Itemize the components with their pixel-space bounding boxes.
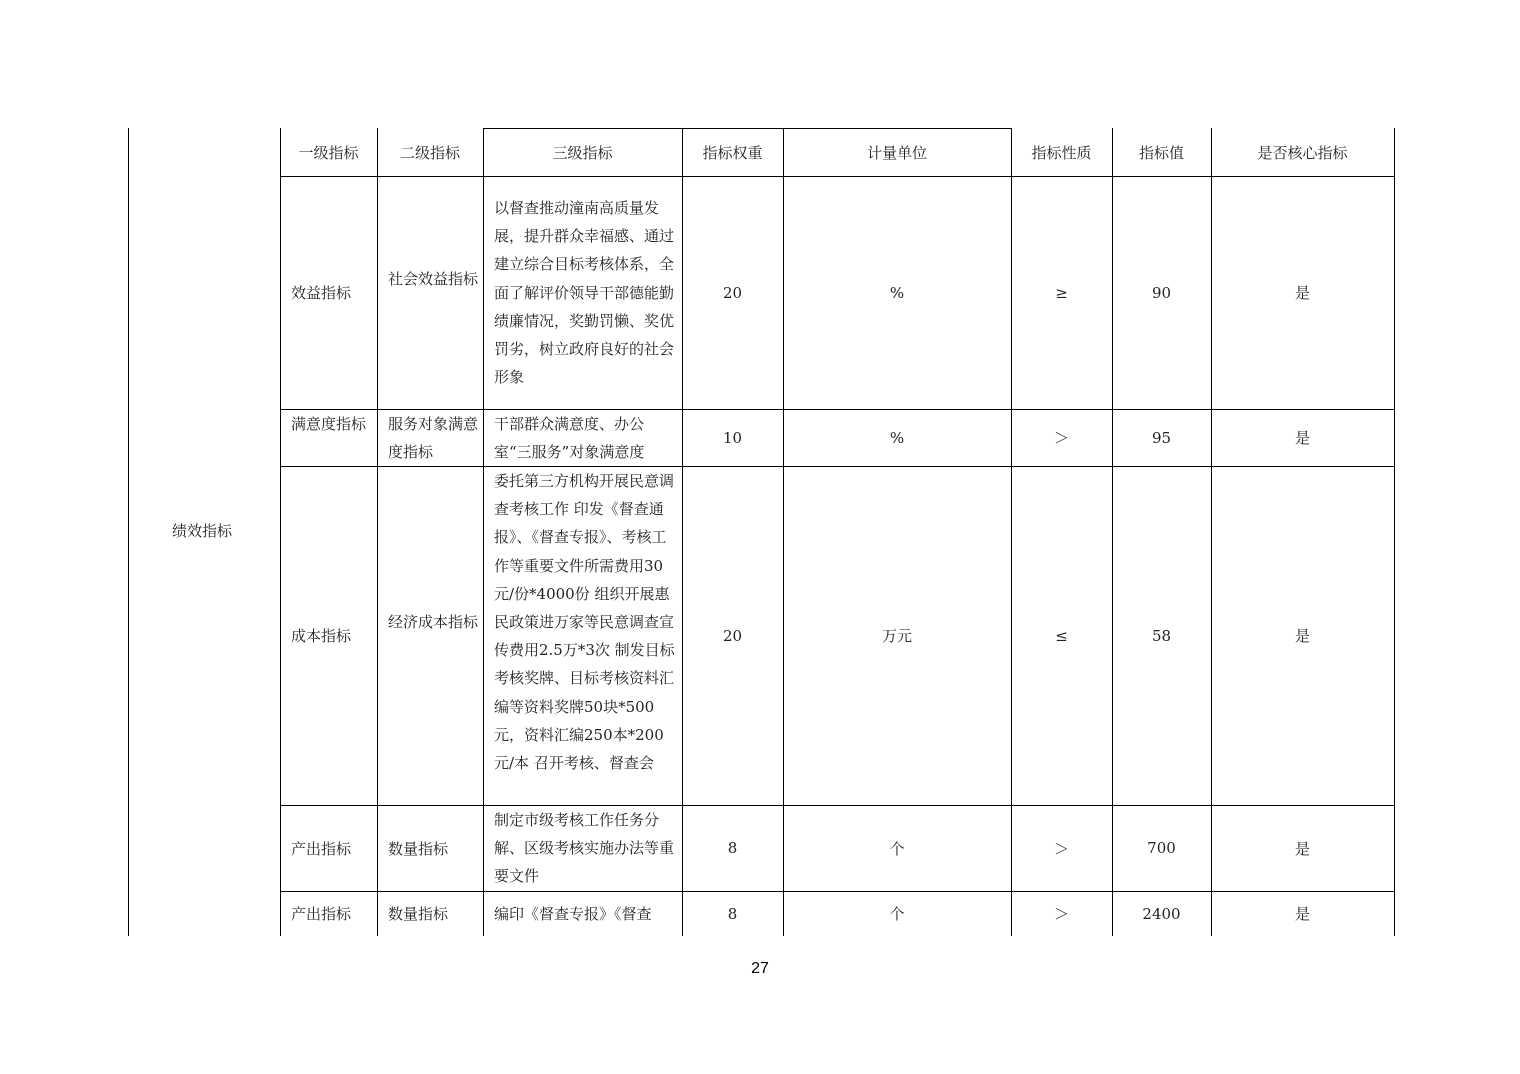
unit-cell: % <box>889 428 905 447</box>
level1-cell: 满意度指标 <box>291 415 367 433</box>
header-level3: 三级指标 <box>552 143 613 162</box>
weight-cell: 20 <box>722 283 743 302</box>
header-unit: 计量单位 <box>866 143 927 162</box>
level1-cell: 产出指标 <box>291 905 352 923</box>
unit-cell: 个 <box>889 839 905 858</box>
unit-cell: 万元 <box>881 627 912 645</box>
side-label-performance-indicators: 绩效指标 <box>172 522 233 540</box>
value-cell: 2400 <box>1142 904 1181 923</box>
value-cell: 90 <box>1151 283 1172 302</box>
page-number: 27 <box>751 960 769 977</box>
level2-cell: 服务对象满意度指标 <box>388 415 478 462</box>
level2-cell: 数量指标 <box>388 839 449 858</box>
grid-vline <box>483 128 484 936</box>
unit-cell: 个 <box>889 905 905 923</box>
header-nature: 指标性质 <box>1031 143 1092 162</box>
level1-cell: 效益指标 <box>291 284 352 302</box>
level3-cell: 以督查推动潼南高质量发展，提升群众幸福感、通过建立综合目标考核体系，全面了解评价领导干部德能勤绩廉情况，奖勤罚懒、奖优罚劣，树立政府良好的社会形象 <box>494 199 675 387</box>
weight-cell: 8 <box>727 904 738 923</box>
nature-cell: ≥ <box>1055 283 1068 302</box>
level3-cell: 制定市级考核工作任务分解、区级考核实施办法等重要文件 <box>494 811 675 886</box>
nature-cell: ＞ <box>1053 429 1069 447</box>
value-cell: 700 <box>1147 839 1176 857</box>
level1-cell: 成本指标 <box>291 627 352 645</box>
weight-cell: 8 <box>727 839 738 857</box>
unit-cell: % <box>889 283 905 302</box>
core-cell: 是 <box>1294 839 1310 858</box>
level2-cell: 社会效益指标 <box>388 270 478 288</box>
core-cell: 是 <box>1294 284 1310 302</box>
header-level2: 二级指标 <box>399 143 460 162</box>
header-value: 指标值 <box>1138 143 1184 162</box>
core-cell: 是 <box>1294 429 1310 447</box>
level2-cell: 经济成本指标 <box>388 613 478 631</box>
outer-left-border <box>128 128 129 936</box>
value-cell: 95 <box>1151 428 1172 447</box>
core-cell: 是 <box>1294 627 1310 645</box>
weight-cell: 20 <box>722 626 743 645</box>
nature-cell: ＞ <box>1053 839 1069 858</box>
value-cell: 58 <box>1151 626 1172 645</box>
nature-cell: ≤ <box>1055 626 1068 645</box>
core-cell: 是 <box>1294 905 1310 923</box>
level2-cell: 数量指标 <box>388 905 449 923</box>
grid-vline <box>1394 128 1395 936</box>
level3-cell: 编印《督查专报》《督查 <box>494 905 652 923</box>
header-weight: 指标权重 <box>702 143 763 162</box>
header-core: 是否核心指标 <box>1257 143 1348 162</box>
level3-cell: 干部群众满意度、办公室“三服务”对象满意度 <box>494 415 645 462</box>
nature-cell: ＞ <box>1053 905 1069 923</box>
level1-cell: 产出指标 <box>291 839 352 858</box>
weight-cell: 10 <box>722 428 743 447</box>
level3-cell: 委托第三方机构开展民意调查考核工作 印发《督查通报》、《督查专报》、考核工作等重要文件所需费用30元/份*4000份 组织开展惠民政策进万家等民意调查宣传费用2.5万*3次 制发目标考核奖牌、目标考核资料汇编等资料奖牌50块*500元，资料汇编250本*200元/本 召开考核、督查会 <box>494 472 675 773</box>
header-level1: 一级指标 <box>298 143 359 162</box>
